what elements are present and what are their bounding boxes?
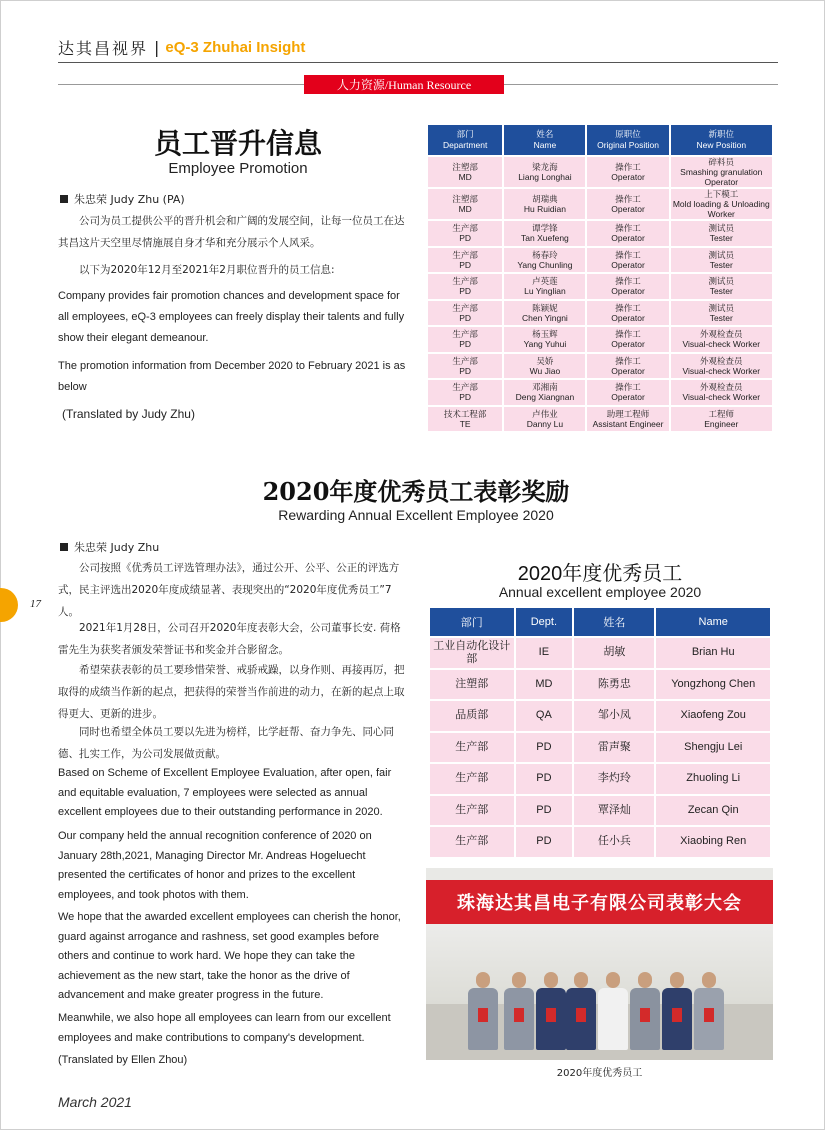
table-row (430, 638, 770, 668)
cell-department: 技术工程部 TE (428, 407, 502, 432)
award-para-cn-2: 2021年1月28日，公司召开2020年度表彰大会，公司董事长安. 荷格雷先生为获奖者颁发荣誉证书和奖金并合影留念。 (58, 622, 401, 656)
page-tab (0, 588, 18, 622)
cell-name-cn: 覃泽灿 (574, 796, 654, 826)
cell-new-position: 测试员 Tester (671, 248, 772, 273)
cell-department: 生产部 PD (428, 221, 502, 246)
cell-name-en: Xiaofeng Zou (656, 701, 770, 731)
masthead-en: eQ-3 Zhuhai Insight (165, 38, 306, 56)
cell-dept-cn: 生产部 (430, 796, 514, 826)
table-row (430, 733, 770, 763)
cell-name-cn: 陈勇忠 (574, 670, 654, 700)
cell-department: 生产部 PD (428, 327, 502, 352)
cell-name-cn: 胡敏 (574, 638, 654, 668)
award-para-en-1: Based on Scheme of Excellent Employee Evaluation, after open, fair and equitable evaluation, 7 employees were selected as annual excellent employees due to their outstanding performance in 2020. (58, 767, 392, 818)
table-row (428, 248, 772, 273)
cell-department: 生产部 PD (428, 301, 502, 326)
cell-department: 生产部 PD (428, 248, 502, 273)
cell-original-position: 操作工 Operator (587, 189, 668, 219)
cell-dept-cn: 品质部 (430, 701, 514, 731)
photo-person (694, 972, 724, 1050)
table-row (428, 407, 772, 432)
cell-department: 生产部 PD (428, 274, 502, 299)
section-tag: 人力资源/Human Resource (304, 75, 504, 94)
cell-name-en: Xiaobing Ren (656, 827, 770, 857)
promotion-title-en: Employee Promotion (168, 160, 308, 177)
cell-name-en: Zhuoling Li (656, 764, 770, 794)
table-row (430, 764, 770, 794)
promotion-title-cn: 员工晋升信息 (153, 127, 322, 160)
cell-original-position: 操作工 Operator (587, 157, 668, 187)
cell-department: 生产部 PD (428, 380, 502, 405)
masthead-cn: 达其昌视界 (58, 38, 149, 58)
award-para-cn-1: 公司按照《优秀员工评选管理办法》，通过公开、公平、公正的评选方式，民主评选出2020年度成绩显著、表现突出的“2020年度优秀员工”7人。 (58, 562, 400, 618)
cell-dept-en: PD (516, 796, 573, 826)
promotion-header-department: 部门 Department (428, 125, 502, 155)
promotion-translated: (Translated by Judy Zhu) (62, 407, 195, 421)
table-row (428, 380, 772, 405)
award-photo (426, 868, 773, 1060)
cell-new-position: 外观检查员 Visual-check Worker (671, 354, 772, 379)
cell-department: 注塑部 MD (428, 157, 502, 187)
promotion-para-cn-1: 公司为员工提供公平的晋升机会和广阔的发展空间，让每一位员工在达其昌这片天空里尽情施展自身才华和充分展示个人风采。 (58, 215, 405, 249)
table-row (428, 189, 772, 219)
award-table-title-cn: 2020年度优秀员工 (517, 563, 683, 585)
cell-department: 注塑部 MD (428, 189, 502, 219)
bullet-square-icon (60, 195, 68, 203)
award-header-name-en: Name (656, 608, 770, 636)
award-para-en-3: We hope that the awarded excellent employees can cherish the honor, guard against arrogance and rashness, set good examples before others and continue to work hard. We hope they can take the achievement as the new start, take the honor as the drive of advancement and make greater progress in the future. (58, 911, 401, 1001)
cell-department: 生产部 PD (428, 354, 502, 379)
cell-original-position: 操作工 Operator (587, 354, 668, 379)
bullet-square-icon (60, 543, 68, 551)
cell-dept-en: PD (516, 827, 573, 857)
cell-name: 谭学锋 Tan Xuefeng (504, 221, 585, 246)
photo-person (662, 972, 692, 1050)
photo-person (566, 972, 596, 1050)
cell-name: 陈颖妮 Chen Yingni (504, 301, 585, 326)
promotion-para-en-2: The promotion information from December 2020 to February 2021 is as below (58, 360, 406, 393)
table-row (430, 827, 770, 857)
table-row (428, 327, 772, 352)
promotion-header-new-position: 新职位 New Position (671, 125, 772, 155)
cell-name-cn: 李灼玲 (574, 764, 654, 794)
award-table-title-en: Annual excellent employee 2020 (498, 584, 702, 600)
cell-new-position: 工程师 Engineer (671, 407, 772, 432)
cell-dept-cn: 注塑部 (430, 670, 514, 700)
award-title-cn: 2020年度优秀员工表彰奖励 (262, 477, 570, 506)
award-translated: (Translated by Ellen Zhou) (58, 1054, 188, 1066)
award-table (428, 606, 772, 859)
cell-name: 杨玉辉 Yang Yuhui (504, 327, 585, 352)
cell-original-position: 助理工程师 Assistant Engineer (587, 407, 668, 432)
cell-name: 吴娇 Wu Jiao (504, 354, 585, 379)
promotion-para-en-1: Company provides fair promotion chances and development space for all employees, eQ-3 employees can freely display their talents and fully show their elegant demeanour. (58, 290, 405, 344)
promotion-header-original-position: 原职位 Original Position (587, 125, 668, 155)
award-para-cn-3: 希望荣获表彰的员工要珍惜荣誉、戒骄戒躁，以身作则、再接再厉，把取得的成绩当作新的起点，把获得的荣誉当作前进的动力，在新的起点上取得更大、更新的进步。 (58, 664, 405, 720)
page-number: 17 (30, 598, 41, 610)
cell-name-en: Zecan Qin (656, 796, 770, 826)
cell-name-cn: 邹小凤 (574, 701, 654, 731)
table-row (430, 796, 770, 826)
table-row (428, 157, 772, 187)
award-header-name-cn: 姓名 (574, 608, 654, 636)
cell-original-position: 操作工 Operator (587, 327, 668, 352)
cell-dept-cn: 生产部 (430, 764, 514, 794)
promotion-table (426, 123, 774, 433)
photo-person (598, 972, 628, 1050)
photo-caption: 2020年度优秀员工 (556, 1068, 643, 1079)
cell-dept-en: PD (516, 764, 573, 794)
cell-dept-en: MD (516, 670, 573, 700)
cell-name: 卢英莲 Lu Yinglian (504, 274, 585, 299)
cell-name-en: Brian Hu (656, 638, 770, 668)
cell-name-cn: 雷声聚 (574, 733, 654, 763)
cell-dept-en: QA (516, 701, 573, 731)
award-title-en: Rewarding Annual Excellent Employee 2020 (278, 507, 554, 523)
award-table-header-row (430, 608, 770, 636)
cell-dept-cn: 工业自动化设计部 (430, 638, 514, 668)
header-rule (58, 62, 778, 63)
photo-person (630, 972, 660, 1050)
masthead (58, 35, 305, 59)
cell-name-cn: 任小兵 (574, 827, 654, 857)
cell-dept-cn: 生产部 (430, 733, 514, 763)
masthead-separator: | (154, 37, 160, 57)
photo-banner: 珠海达其昌电子有限公司表彰大会 (426, 880, 773, 924)
award-para-en-2: Our company held the annual recognition conference of 2020 on January 28th,2021, Managing Director Mr. Andreas Hogeluecht presented the certificates of honor and prizes to the excellent employees, and took photos with them. (58, 830, 372, 901)
cell-new-position: 测试员 Tester (671, 274, 772, 299)
promotion-byline-text: 朱忠荣 Judy Zhu (PA) (74, 193, 185, 206)
award-para-cn-4: 同时也希望全体员工要以先进为榜样，比学赶帮、奋力争先、同心同德、扎实工作，为公司发展做贡献。 (58, 726, 394, 760)
cell-new-position: 测试员 Tester (671, 301, 772, 326)
award-byline-text: 朱忠荣 Judy Zhu (74, 541, 160, 554)
table-row (428, 221, 772, 246)
award-header-dept-cn: 部门 (430, 608, 514, 636)
cell-name: 梁龙海 Liang Longhai (504, 157, 585, 187)
cell-name-en: Shengju Lei (656, 733, 770, 763)
award-header-dept-en: Dept. (516, 608, 573, 636)
cell-original-position: 操作工 Operator (587, 221, 668, 246)
footer-date: March 2021 (58, 1094, 132, 1110)
award-para-en-4: Meanwhile, we also hope all employees can learn from our excellent employees and make contributions to company's development. (58, 1012, 391, 1044)
cell-name: 邓湘南 Deng Xiangnan (504, 380, 585, 405)
photo-person (504, 972, 534, 1050)
table-row (430, 670, 770, 700)
table-row (428, 301, 772, 326)
cell-name-en: Yongzhong Chen (656, 670, 770, 700)
cell-new-position: 外观检查员 Visual-check Worker (671, 327, 772, 352)
cell-new-position: 上下模工 Mold loading & Unloading Worker (671, 189, 772, 219)
cell-new-position: 测试员 Tester (671, 221, 772, 246)
photo-person (468, 972, 498, 1050)
cell-original-position: 操作工 Operator (587, 248, 668, 273)
cell-original-position: 操作工 Operator (587, 274, 668, 299)
photo-person (536, 972, 566, 1050)
promotion-para-cn-2: 以下为2020年12月至2021年2月职位晋升的员工信息: (79, 264, 335, 276)
table-row (428, 354, 772, 379)
cell-dept-cn: 生产部 (430, 827, 514, 857)
cell-new-position: 碎料员 Smashing granulation Operator (671, 157, 772, 187)
cell-name: 杨春玲 Yang Chunling (504, 248, 585, 273)
cell-name: 卢伟业 Danny Lu (504, 407, 585, 432)
promotion-header-name: 姓名 Name (504, 125, 585, 155)
cell-original-position: 操作工 Operator (587, 380, 668, 405)
cell-dept-en: PD (516, 733, 573, 763)
promotion-table-header-row (428, 125, 772, 155)
cell-name: 胡瑞典 Hu Ruidian (504, 189, 585, 219)
award-byline (60, 539, 159, 555)
promotion-byline (60, 191, 185, 207)
cell-original-position: 操作工 Operator (587, 301, 668, 326)
table-row (430, 701, 770, 731)
cell-dept-en: IE (516, 638, 573, 668)
table-row (428, 274, 772, 299)
cell-new-position: 外观检查员 Visual-check Worker (671, 380, 772, 405)
